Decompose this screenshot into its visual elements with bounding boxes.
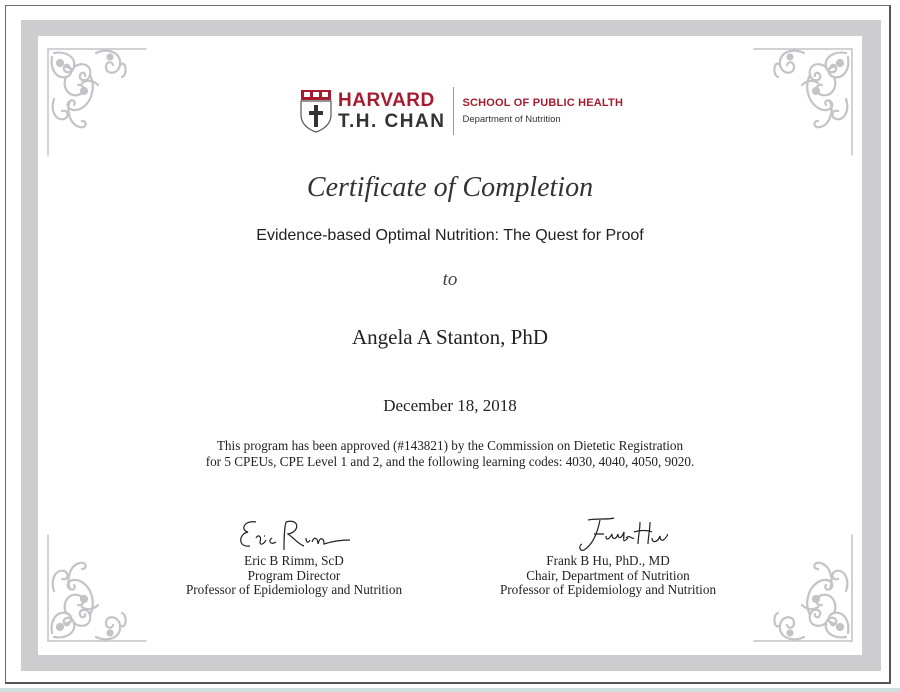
logo-school: SCHOOL OF PUBLIC HEALTH xyxy=(462,97,624,109)
harvard-chan-logo xyxy=(300,86,623,136)
corner-ornament-top-left xyxy=(46,47,156,157)
logo-divider xyxy=(453,87,454,135)
approval-line-1: This program has been approved (#143821) by the Commission on Dietetic Registration xyxy=(216,438,684,453)
logo-harvard: HARVARD xyxy=(338,90,435,111)
signer-name: Frank B Hu, PhD., MD xyxy=(546,553,670,568)
harvard-shield-icon xyxy=(300,89,332,133)
approval-line-2: for 5 CPEUs, CPE Level 1 and 2, and the following learning codes: 4030, 4040, 4050, 9020. xyxy=(205,454,695,469)
corner-ornament-bottom-left xyxy=(46,533,156,643)
signature-block-rimm xyxy=(164,516,424,598)
signer-name: Eric B Rimm, ScD xyxy=(244,553,344,568)
signature-rimm-image xyxy=(234,516,354,554)
to-label: to xyxy=(442,269,458,290)
course-name: Evidence-based Optimal Nutrition: The Quest for Proof xyxy=(256,227,644,244)
logo-department: Department of Nutrition xyxy=(462,114,561,125)
certificate-title: Certificate of Completion xyxy=(306,172,594,203)
recipient-name: Angela A Stanton, PhD xyxy=(351,325,548,349)
signer-title: Professor of Epidemiology and Nutrition xyxy=(185,582,403,597)
approval-note xyxy=(0,438,900,470)
corner-ornament-top-right xyxy=(744,47,854,157)
logo-chan: T.H. CHAN xyxy=(338,111,446,132)
signature-hu-image xyxy=(548,516,668,554)
signature-block-hu xyxy=(478,516,738,598)
signer-title: Professor of Epidemiology and Nutrition xyxy=(499,582,717,597)
bottom-strip xyxy=(0,688,900,692)
signer-role: Program Director xyxy=(247,567,341,583)
corner-ornament-bottom-right xyxy=(744,533,854,643)
signer-role: Chair, Department of Nutrition xyxy=(526,567,690,583)
completion-date: December 18, 2018 xyxy=(383,396,517,415)
